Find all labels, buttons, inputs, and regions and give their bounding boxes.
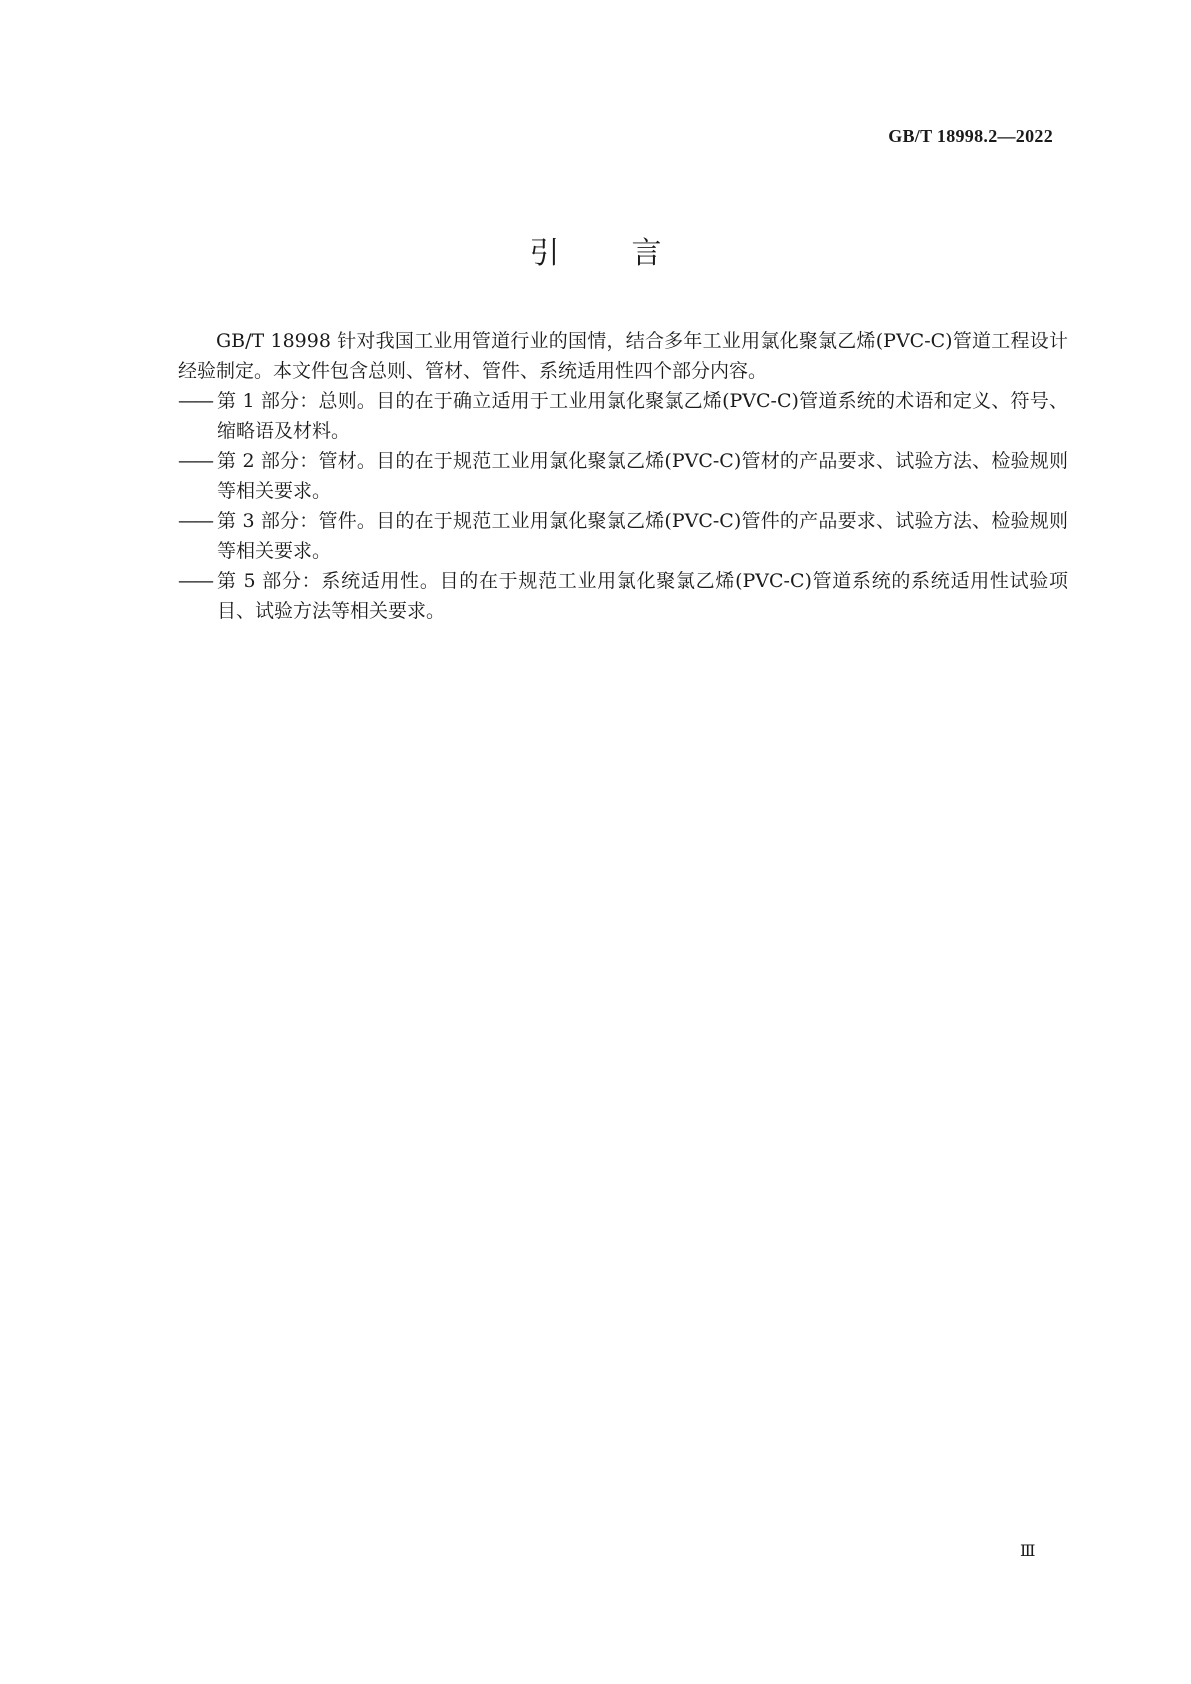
- list-dash: ——: [178, 570, 212, 592]
- list-item-part-3: [178, 506, 1068, 566]
- page-title: 引言: [529, 236, 734, 271]
- list-item-text: 第 5 部分：系统适用性。目的在于规范工业用氯化聚氯乙烯(PVC-C)管道系统的系统适用性试验项目、试验方法等相关要求。: [217, 570, 1068, 622]
- list-item-part-5: [178, 566, 1068, 626]
- intro-paragraph: GB/T 18998 针对我国工业用管道行业的国情，结合多年工业用氯化聚氯乙烯(PVC-C)管道工程设计经验制定。本文件包含总则、管材、管件、系统适用性四个部分内容。: [178, 330, 1068, 382]
- list-item-text: 第 3 部分：管件。目的在于规范工业用氯化聚氯乙烯(PVC-C)管件的产品要求、试验方法、检验规则等相关要求。: [217, 510, 1068, 562]
- list-item-part-2: [178, 446, 1068, 506]
- list-dash: ——: [178, 450, 212, 472]
- part-list: [178, 386, 1068, 626]
- page-number: Ⅲ: [1020, 1543, 1036, 1560]
- list-dash: ——: [178, 510, 212, 532]
- document-body: [178, 326, 1068, 626]
- list-item-text: 第 1 部分：总则。目的在于确立适用于工业用氯化聚氯乙烯(PVC-C)管道系统的术语和定义、符号、缩略语及材料。: [217, 390, 1068, 442]
- list-item-text: 第 2 部分：管材。目的在于规范工业用氯化聚氯乙烯(PVC-C)管材的产品要求、试验方法、检验规则等相关要求。: [217, 450, 1068, 502]
- standard-code: GB/T 18998.2—2022: [888, 126, 1053, 146]
- list-item-part-1: [178, 386, 1068, 446]
- list-dash: ——: [178, 390, 212, 412]
